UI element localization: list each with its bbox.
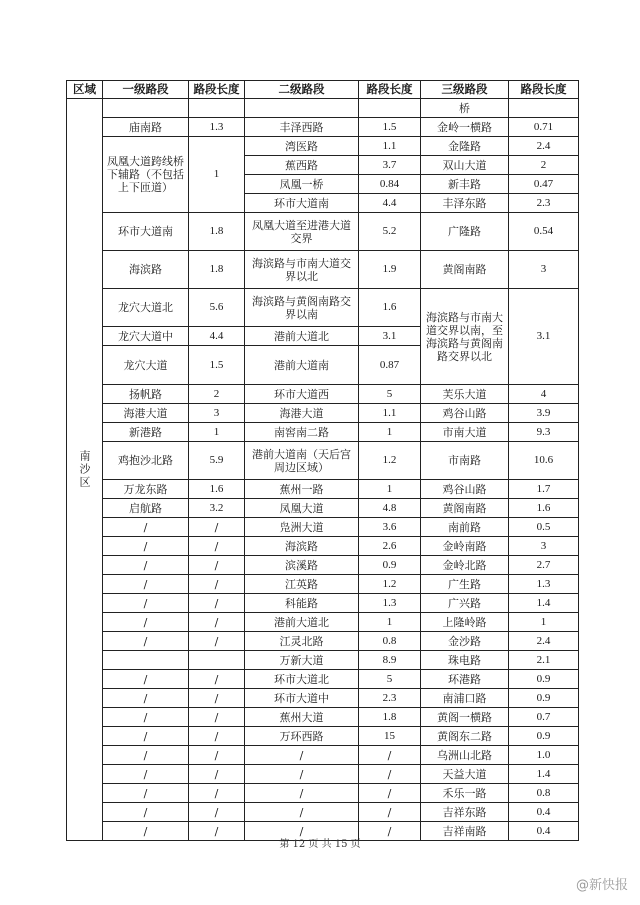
table-row: [67, 708, 579, 727]
l3-len: 0.4: [509, 803, 579, 822]
l1-road: 海滨路: [103, 251, 189, 289]
l1-road: 新港路: [103, 423, 189, 442]
table-row: [67, 442, 579, 480]
l2-road: 凫洲大道: [245, 518, 359, 537]
l2-road: /: [245, 784, 359, 803]
l2-len: 2.3: [359, 689, 421, 708]
l2-len: 1.1: [359, 404, 421, 423]
l3-len: 0.9: [509, 670, 579, 689]
l2-len: 4.8: [359, 499, 421, 518]
l3-len: 3: [509, 537, 579, 556]
l3-road: 芙乐大道: [421, 385, 509, 404]
l2-road: /: [245, 803, 359, 822]
l2-len: 1.2: [359, 442, 421, 480]
l3-len: 2.1: [509, 651, 579, 670]
l2-len: 15: [359, 727, 421, 746]
l2-road: 江灵北路: [245, 632, 359, 651]
l3-road: 海滨路与市南大道交界以南，至海滨路与黄阁南路交界以北: [421, 289, 509, 385]
l2-len: 0.87: [359, 346, 421, 385]
table-row: [67, 518, 579, 537]
l2-len: 8.9: [359, 651, 421, 670]
l1-len: 1: [189, 137, 245, 213]
l3-road: 黄阁南路: [421, 499, 509, 518]
l2-len: /: [359, 822, 421, 841]
l1-road: /: [103, 575, 189, 594]
l3-len: 3.1: [509, 289, 579, 385]
l3-road: 广隆路: [421, 213, 509, 251]
l2-road: 海港大道: [245, 404, 359, 423]
l3-len: 2.7: [509, 556, 579, 575]
l1-len: /: [189, 727, 245, 746]
l3-road: 广生路: [421, 575, 509, 594]
l3-road: 禾乐一路: [421, 784, 509, 803]
district-cell: 南沙区: [67, 99, 103, 841]
l3-len: 10.6: [509, 442, 579, 480]
l3-road: 南前路: [421, 518, 509, 537]
l2-len: 5: [359, 670, 421, 689]
l3-len: 1.4: [509, 594, 579, 613]
l3-road: 天益大道: [421, 765, 509, 784]
l2-len: 1: [359, 613, 421, 632]
l1-len: /: [189, 689, 245, 708]
l2-road: 港前大道北: [245, 613, 359, 632]
l3-len: 4: [509, 385, 579, 404]
l2-road: 海滨路与黄阁南路交界以南: [245, 289, 359, 327]
table-row: [67, 594, 579, 613]
l1-len: /: [189, 537, 245, 556]
l1-road: /: [103, 784, 189, 803]
l1-road: 龙穴大道中: [103, 327, 189, 346]
l3-len: 1.3: [509, 575, 579, 594]
l1-road: /: [103, 632, 189, 651]
l3-road: 鸡谷山路: [421, 480, 509, 499]
l2-road: 滨溪路: [245, 556, 359, 575]
l2-len: 3.7: [359, 156, 421, 175]
l1-len: /: [189, 632, 245, 651]
l2-len: 1.8: [359, 708, 421, 727]
l2-len: 1.9: [359, 251, 421, 289]
l1-len: /: [189, 803, 245, 822]
table-header-row: [67, 81, 579, 99]
l3-road: 上隆岭路: [421, 613, 509, 632]
l2-road: 环市大道南: [245, 194, 359, 213]
l1-road: 环市大道南: [103, 213, 189, 251]
l2-road: 海滨路: [245, 537, 359, 556]
l3-road: 新丰路: [421, 175, 509, 194]
l1-len: /: [189, 822, 245, 841]
table-row: [67, 727, 579, 746]
table-row: [67, 651, 579, 670]
l3-len: 2: [509, 156, 579, 175]
l3-len: 0.7: [509, 708, 579, 727]
l1-road: /: [103, 670, 189, 689]
table-row: [67, 803, 579, 822]
l3-road: 南浦口路: [421, 689, 509, 708]
l3-len: 1.4: [509, 765, 579, 784]
l3-len: 9.3: [509, 423, 579, 442]
l3-len: 3.9: [509, 404, 579, 423]
l2-len: 1.5: [359, 118, 421, 137]
table-row: [67, 423, 579, 442]
l3-road: 丰泽东路: [421, 194, 509, 213]
table-row: [67, 99, 579, 118]
l2-road: 蕉西路: [245, 156, 359, 175]
l2-len: 5: [359, 385, 421, 404]
l1-road: 海港大道: [103, 404, 189, 423]
l3-road: 双山大道: [421, 156, 509, 175]
l2-road: /: [245, 822, 359, 841]
l1-road: /: [103, 537, 189, 556]
l1-road: /: [103, 689, 189, 708]
l3-road: 市南大道: [421, 423, 509, 442]
table-row: [67, 784, 579, 803]
l3-len: 0.54: [509, 213, 579, 251]
l3-len: 0.47: [509, 175, 579, 194]
l1-road: 启航路: [103, 499, 189, 518]
l3-road: 金岭南路: [421, 537, 509, 556]
l1-road: 鸡抱沙北路: [103, 442, 189, 480]
l2-len: 0.9: [359, 556, 421, 575]
l2-road: [245, 99, 359, 118]
l1-road: /: [103, 746, 189, 765]
l3-road: 黄阁东二路: [421, 727, 509, 746]
l2-len: 1.2: [359, 575, 421, 594]
l2-len: 3.6: [359, 518, 421, 537]
l2-road: 凤凰一桥: [245, 175, 359, 194]
l2-len: 0.84: [359, 175, 421, 194]
table-row: [67, 480, 579, 499]
header-l3-road: 三级路段: [421, 81, 509, 99]
l1-road: /: [103, 594, 189, 613]
l1-len: /: [189, 708, 245, 727]
l1-len: 1.8: [189, 213, 245, 251]
table-row: [67, 385, 579, 404]
l2-road: 环市大道北: [245, 670, 359, 689]
l2-road: 蕉州大道: [245, 708, 359, 727]
table-row: [67, 537, 579, 556]
l1-road: /: [103, 765, 189, 784]
l2-len: [359, 99, 421, 118]
l1-road: 扬帆路: [103, 385, 189, 404]
l3-len: 0.71: [509, 118, 579, 137]
table-row: [67, 118, 579, 137]
l1-road: /: [103, 727, 189, 746]
table-row: [67, 689, 579, 708]
l1-road: [103, 651, 189, 670]
l1-len: /: [189, 556, 245, 575]
table-row: [67, 251, 579, 289]
l3-road: 鸡谷山路: [421, 404, 509, 423]
l3-len: 2.3: [509, 194, 579, 213]
l1-len: 3.2: [189, 499, 245, 518]
l3-len: 1: [509, 613, 579, 632]
table-row: [67, 746, 579, 765]
l3-road: 黄阁一横路: [421, 708, 509, 727]
table-row: [67, 632, 579, 651]
l3-len: [509, 99, 579, 118]
l2-len: 1.3: [359, 594, 421, 613]
table-row: [67, 404, 579, 423]
l2-len: 0.8: [359, 632, 421, 651]
l2-road: 丰泽西路: [245, 118, 359, 137]
road-segment-table: [66, 80, 579, 841]
l2-len: 1: [359, 423, 421, 442]
l2-road: 环市大道西: [245, 385, 359, 404]
l2-road: 凤凰大道: [245, 499, 359, 518]
l2-road: 南窖南二路: [245, 423, 359, 442]
table-row: [67, 670, 579, 689]
l3-road: 金沙路: [421, 632, 509, 651]
l3-road: 环港路: [421, 670, 509, 689]
header-l2-len: 路段长度: [359, 81, 421, 99]
l3-road: 黄阁南路: [421, 251, 509, 289]
l2-len: /: [359, 803, 421, 822]
l1-road: /: [103, 803, 189, 822]
l2-road: 江英路: [245, 575, 359, 594]
l2-road: /: [245, 765, 359, 784]
l1-len: /: [189, 765, 245, 784]
table-row: [67, 556, 579, 575]
l1-road: /: [103, 822, 189, 841]
l3-road: 市南路: [421, 442, 509, 480]
table-row: [67, 137, 579, 156]
l1-road: 龙穴大道北: [103, 289, 189, 327]
l2-road: 环市大道中: [245, 689, 359, 708]
l2-road: 万新大道: [245, 651, 359, 670]
l3-len: 0.8: [509, 784, 579, 803]
l1-road: /: [103, 556, 189, 575]
l1-len: 5.9: [189, 442, 245, 480]
l3-road: 金岭北路: [421, 556, 509, 575]
l1-road: /: [103, 613, 189, 632]
l1-len: 1.6: [189, 480, 245, 499]
l1-road: 龙穴大道: [103, 346, 189, 385]
l2-len: /: [359, 784, 421, 803]
l3-len: 0.9: [509, 727, 579, 746]
l3-len: 1.0: [509, 746, 579, 765]
l3-len: 1.7: [509, 480, 579, 499]
l2-road: 海滨路与市南大道交界以北: [245, 251, 359, 289]
l1-road: /: [103, 518, 189, 537]
l3-road: 吉祥东路: [421, 803, 509, 822]
l1-len: /: [189, 518, 245, 537]
l1-road: [103, 99, 189, 118]
l1-len: [189, 651, 245, 670]
l3-road: 金隆路: [421, 137, 509, 156]
l1-road: /: [103, 708, 189, 727]
l1-road: 庙南路: [103, 118, 189, 137]
l2-len: 4.4: [359, 194, 421, 213]
l1-len: 1.3: [189, 118, 245, 137]
table-row: [67, 575, 579, 594]
table-row: [67, 289, 579, 327]
l1-len: 1.5: [189, 346, 245, 385]
l2-road: 凤凰大道至进港大道交界: [245, 213, 359, 251]
table-row: [67, 765, 579, 784]
l2-road: 湾医路: [245, 137, 359, 156]
table-row: [67, 499, 579, 518]
l3-road: 金岭一横路: [421, 118, 509, 137]
l1-len: 1: [189, 423, 245, 442]
header-l2-road: 二级路段: [245, 81, 359, 99]
l2-road: 港前大道北: [245, 327, 359, 346]
l2-len: 1.1: [359, 137, 421, 156]
l3-len: 1.6: [509, 499, 579, 518]
l1-len: /: [189, 784, 245, 803]
l2-road: 港前大道南（天后宫周边区域）: [245, 442, 359, 480]
l3-len: 0.9: [509, 689, 579, 708]
l2-road: 港前大道南: [245, 346, 359, 385]
l1-len: 1.8: [189, 251, 245, 289]
table-row: [67, 213, 579, 251]
page-footer: 第 12 页 共 15 页: [279, 839, 361, 850]
header-district: 区域: [67, 81, 103, 99]
l3-len: 2.4: [509, 632, 579, 651]
watermark: @新快报: [575, 878, 628, 893]
l1-len: /: [189, 613, 245, 632]
l1-len: /: [189, 575, 245, 594]
header-l3-len: 路段长度: [509, 81, 579, 99]
l2-len: /: [359, 746, 421, 765]
l3-road: 珠电路: [421, 651, 509, 670]
header-l1-len: 路段长度: [189, 81, 245, 99]
l3-road: 乌洲山北路: [421, 746, 509, 765]
table-row: [67, 613, 579, 632]
l2-len: 2.6: [359, 537, 421, 556]
l3-road: 吉祥南路: [421, 822, 509, 841]
l3-len: 2.4: [509, 137, 579, 156]
l2-road: 科能路: [245, 594, 359, 613]
l1-len: [189, 99, 245, 118]
l1-road: 凤凰大道跨线桥下辅路（不包括上下匝道）: [103, 137, 189, 213]
l3-len: 3: [509, 251, 579, 289]
l2-road: 蕉州一路: [245, 480, 359, 499]
l1-len: 4.4: [189, 327, 245, 346]
l1-len: 3: [189, 404, 245, 423]
l2-len: 1.6: [359, 289, 421, 327]
l2-road: 万环西路: [245, 727, 359, 746]
l3-len: 0.4: [509, 822, 579, 841]
l3-road: 广兴路: [421, 594, 509, 613]
header-l1-road: 一级路段: [103, 81, 189, 99]
l1-len: 5.6: [189, 289, 245, 327]
l1-len: /: [189, 670, 245, 689]
l1-len: /: [189, 746, 245, 765]
l2-len: 1: [359, 480, 421, 499]
l2-len: /: [359, 765, 421, 784]
l1-len: 2: [189, 385, 245, 404]
l2-len: 3.1: [359, 327, 421, 346]
l2-len: 5.2: [359, 213, 421, 251]
l1-road: 万龙东路: [103, 480, 189, 499]
l3-road: 桥: [421, 99, 509, 118]
l3-len: 0.5: [509, 518, 579, 537]
l2-road: /: [245, 746, 359, 765]
l1-len: /: [189, 594, 245, 613]
